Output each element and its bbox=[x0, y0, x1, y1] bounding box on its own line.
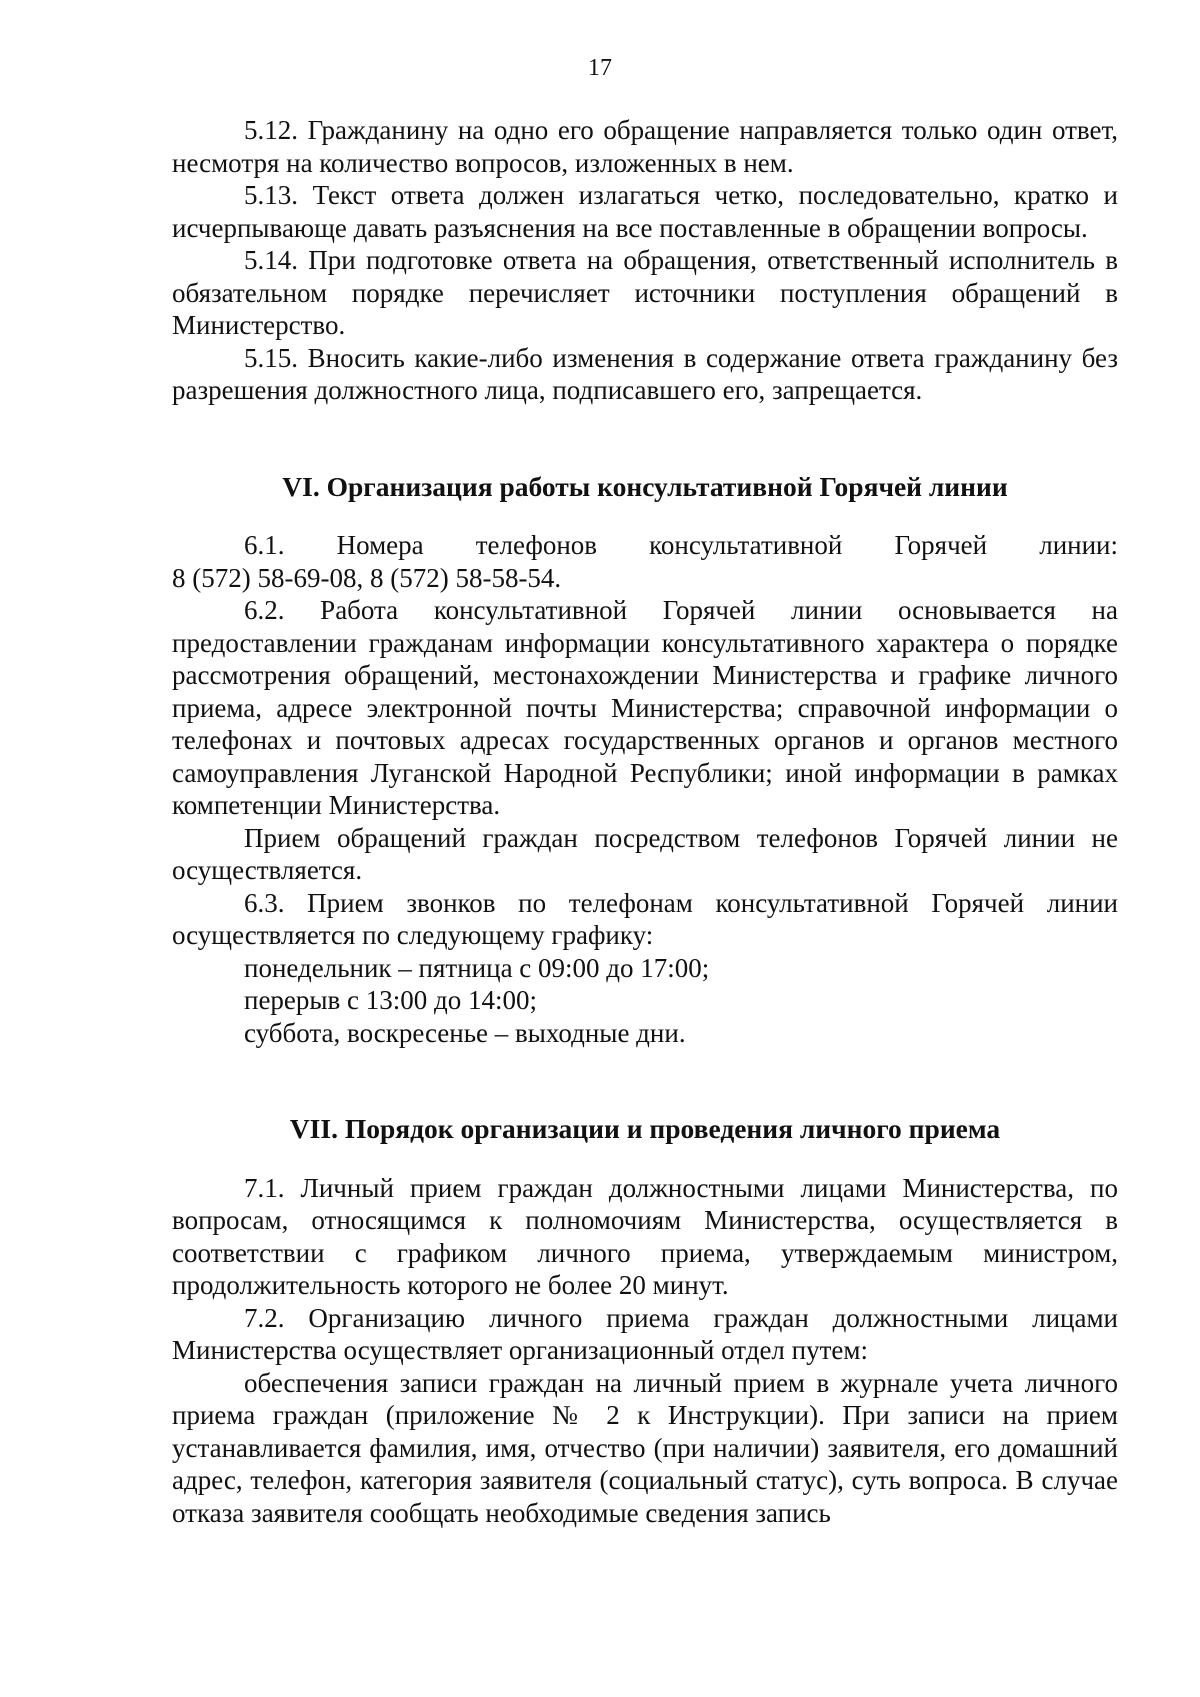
paragraph-5-12: 5.12. Гражданину на одно его обращение направляется только один ответ, несмотря на количество вопросов, изложенных в нем. bbox=[172, 115, 1118, 178]
paragraph-6-1: 6.1. Номера телефонов консультативной Горячей линии: bbox=[244, 530, 1118, 560]
spacer bbox=[172, 503, 1118, 529]
paragraph-6-3: 6.3. Прием звонков по телефонам консультативной Горячей линии осуществляется по следующему графику: bbox=[172, 887, 1118, 950]
paragraph-7-2: 7.2. Организацию личного приема граждан должностными лицами Министерства осуществляет организационный отдел путем: bbox=[172, 1302, 1118, 1365]
paragraph-5-13: 5.13. Текст ответа должен излагаться четко, последовательно, кратко и исчерпывающе давать разъяснения на все поставленные в обращении вопросы. bbox=[172, 180, 1118, 243]
schedule-weekend: суббота, воскресенье – выходные дни. bbox=[244, 1017, 686, 1048]
schedule-weekdays: понедельник – пятница с 09:00 до 17:00; bbox=[244, 952, 710, 983]
section-7-heading: VII. Порядок организации и проведения личного приема bbox=[289, 1113, 1001, 1144]
spacer bbox=[172, 407, 1118, 471]
section-6-heading: VI. Организация работы консультативной Горячей линии bbox=[282, 470, 1008, 502]
paragraph-5-14: 5.14. При подготовке ответа на обращения, ответственный исполнитель в обязательном порядке перечисляет источники поступления обращений в Министерство. bbox=[172, 245, 1118, 340]
page-content bbox=[172, 114, 1118, 1529]
spacer bbox=[172, 1049, 1118, 1113]
page-number: 17 bbox=[588, 55, 612, 81]
paragraph-6-2-note: Прием обращений граждан посредством телефонов Горячей линии не осуществляется. bbox=[172, 822, 1118, 885]
spacer bbox=[172, 1146, 1118, 1172]
paragraph-7-2-item: обеспечения записи граждан на личный прием в журнале учета личного приема граждан (приложение № 2 к Инструкции). При записи на прием устанавливается фамилия, имя, отчество (при наличии) заявителя, его домашний адрес, телефон, категория заявителя (социальный статус), суть вопроса. В случае отказа заявителя сообщать необходимые сведения запись bbox=[172, 1367, 1118, 1528]
paragraph-5-15: 5.15. Вносить какие-либо изменения в содержание ответа гражданину без разрешения должностного лица, подписавшего его, запрещается. bbox=[172, 342, 1118, 405]
hotline-phone-numbers: 8 (572) 58-69-08, 8 (572) 58-58-54. bbox=[172, 562, 562, 593]
schedule-break: перерыв с 13:00 до 14:00; bbox=[244, 985, 538, 1015]
paragraph-7-1: 7.1. Личный прием граждан должностными лицами Министерства, по вопросам, относящимся к полномочиям Министерства, осуществляется в соответствии с графиком личного приема, утверждаемым министром, продолжительность которого не более 20 минут. bbox=[172, 1172, 1118, 1300]
paragraph-6-2: 6.2. Работа консультативной Горячей линии основывается на предоставлении гражданам информации консультативного характера о порядке рассмотрения обращений, местонахождении Министерства и графике личного приема, адресе электронной почты Министерства; справочной информации о телефонах и почтовых адресах государственных органов и органов местного самоуправления Луганской Народной Республики; иной информации в рамках компетенции Министерства. bbox=[172, 595, 1118, 820]
